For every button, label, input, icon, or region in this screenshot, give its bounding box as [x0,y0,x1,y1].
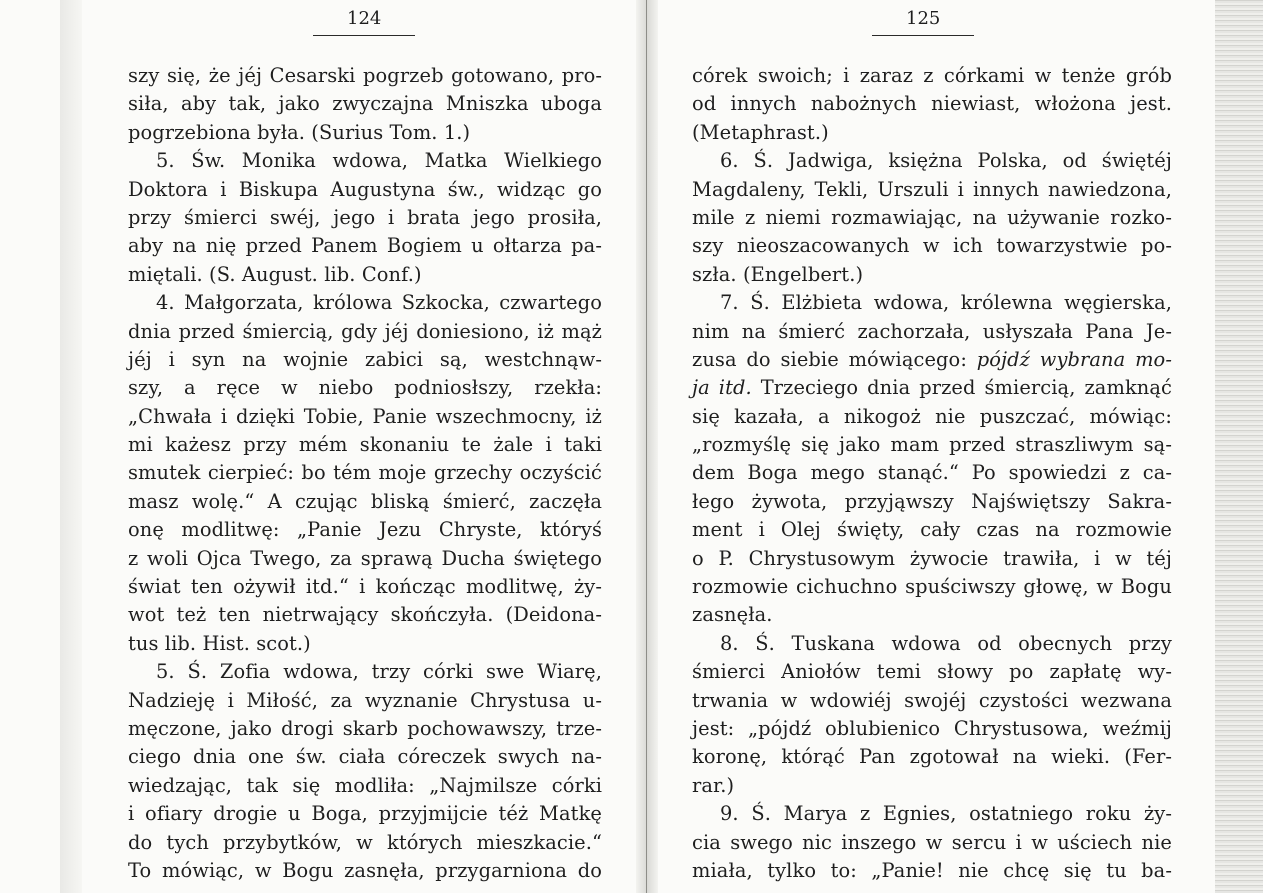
text-line [692,658,1172,686]
text-line: szy się, że jéj Cesarski pogrzeb gotowano, pro- [128,64,602,87]
text-run: 9. Ś. Marya z Egnies, ostatniego roku ży- [720,802,1172,826]
text-run: (Metaphrast.) [692,120,829,144]
text-run: o P. Chrystusowym żywocie trawiła, i w téj [692,546,1172,570]
text-run: miała, tylko to: „Panie! nie chcę się tu ba- [692,858,1172,882]
page-edge-scan-noise [1215,0,1263,893]
text-line: z woli Ojca Twego, za sprawą Ducha świętego [128,546,602,570]
text-line [692,204,1172,232]
text-line: świat ten ożywił itd.“ i kończąc modlitwę, ży- [128,575,602,599]
text-run: 7. Ś. Elżbieta wdowa, królewna węgierska, [720,291,1172,315]
text-line [692,232,1172,260]
text-line: 4. Małgorzata, królowa Szkocka, czwartego [156,291,602,315]
text-line [692,601,1172,629]
text-line: 5. Ś. Zofia wdowa, trzy córki swe Wiarę, [156,660,602,684]
page-number-left-text: 124 [313,6,415,36]
text-run: szy nieoszacowanych w ich towarzystwie po- [692,234,1172,258]
text-line [692,176,1172,204]
text-line: ciego dnia one św. ciała córeczek swych na- [128,745,602,769]
text-line: pogrzebiona była. (Surius Tom. 1.) [128,120,471,144]
text-line [692,90,1172,118]
text-line: miętali. (S. August. lib. Conf.) [128,262,422,286]
text-run: się kazała, a nikogoż nie puszczać, mówiąc: [692,404,1172,428]
text-run: cia swego nic inszego w sercu i w uściech nie [692,830,1172,854]
italic-text: pójdź wybrana mo- [976,347,1172,371]
text-run: Trzeciego dnia przed śmiercią, zamknąć [751,376,1172,400]
text-run: córek swoich; i zaraz z córkami w tenże grób [692,64,1172,87]
text-run: nim na śmierć zachorzała, usłyszała Pana Je- [692,319,1172,343]
text-run: 8. Ś. Tuskana wdowa od obecnych przy [720,631,1172,655]
text-run: łego żywota, przyjąwszy Najświętszy Sakra- [692,489,1172,513]
text-line [692,431,1172,459]
text-line: tus lib. Hist. scot.) [128,631,311,655]
text-line [692,715,1172,743]
left-page [128,6,602,885]
text-line: Doktora i Biskupa Augustyna św., widząc go [128,177,602,201]
text-run: rar.) [692,773,735,797]
text-line: Nadzieję i Miłość, za wyznanie Chrystusa u- [128,688,602,712]
text-line [692,687,1172,715]
text-line: onę modlitwę: „Panie Jezu Chryste, któryś [128,518,602,542]
text-run: mile z niemi rozmawiając, na używanie rozko- [692,205,1172,229]
text-run: koronę, którąć Pan zgotował na wieki. (Fer- [692,745,1172,769]
text-line [692,261,1172,289]
text-line [692,800,1172,828]
text-line [692,516,1172,544]
page-number-right [692,6,1172,42]
text-run: dem Boga mego stanąć.“ Po spowiedzi z ca- [692,461,1172,485]
text-run: Magdaleny, Tekli, Urszuli i innych nawiedzona, [692,177,1172,201]
text-line [692,743,1172,771]
text-line [692,857,1172,885]
text-run: rozmowie cichuchno spuściwszy głowę, w Bogu [692,575,1172,599]
text-line: szy, a ręce w niebo podniosłszy, rzekła: [128,376,602,400]
text-line: wiedzając, tak się modliła: „Najmilsze córki [128,773,602,797]
text-line: do tych przybytków, w których mieszkacie.“ [128,830,602,854]
text-line [692,62,1172,90]
text-line [692,403,1172,431]
text-run: jest: „pójdź oblubienico Chrystusowa, weźmij [692,716,1172,740]
text-line: mi każesz przy mém skonaniu te żale i taki [128,433,602,457]
text-run: „rozmyślę się jako mam przed straszliwym są- [692,433,1172,457]
text-line [692,630,1172,658]
text-line: jéj i syn na wojnie zabici są, westchnąw- [128,347,602,371]
book-gutter [636,0,658,893]
text-run: trwania w wdowiéj swojéj czystości wezwana [692,688,1172,712]
text-line: To mówiąc, w Bogu zasnęła, przygarniona do [128,858,602,882]
text-run: zasnęła. [692,603,773,627]
text-line: siła, aby tak, jako zwyczajna Mniszka uboga [128,92,602,116]
text-run: 6. Ś. Jadwiga, księżna Polska, od świętéj [720,149,1172,173]
text-line [692,573,1172,601]
text-line [692,829,1172,857]
text-line [692,374,1172,402]
text-line [692,459,1172,487]
text-run: ment i Olej święty, cały czas na rozmowie [692,518,1172,542]
text-line: przy śmierci swéj, jego i brata jego prosiła, [128,205,602,229]
text-line: męczone, jako drogi skarb pochowawszy, trze- [128,716,602,740]
text-run: szła. (Engelbert.) [692,262,864,286]
right-page [692,6,1172,885]
text-line: masz wolę.“ A czując bliską śmierć, zaczęła [128,489,602,513]
text-line: „Chwała i dzięki Tobie, Panie wszechmocny, iż [128,404,602,428]
italic-text: ja itd. [692,376,752,400]
text-line: aby na nię przed Panem Bogiem u ołtarza pa- [128,234,602,258]
text-run: śmierci Aniołów temi słowy po zapłatę wy- [692,660,1172,684]
page-number-right-text: 125 [872,6,974,36]
text-line: dnia przed śmiercią, gdy jéj doniesiono, iż mąż [128,319,602,343]
text-line: smutek cierpieć: bo tém moje grzechy oczyścić [128,461,602,485]
text-line [692,318,1172,346]
text-line [692,289,1172,317]
text-line [692,545,1172,573]
text-line [692,772,1172,800]
text-line: wot też ten nietrwający skończyła. (Deidona- [128,603,602,627]
left-page-text [128,62,602,885]
text-line [692,147,1172,175]
right-page-text [692,62,1172,885]
page-number-left [128,6,602,42]
text-line [692,346,1172,374]
left-margin-shadow [60,0,82,893]
text-run: od innych nabożnych niewiast, włożona jest. [692,92,1172,116]
text-run: zusa do siebie mówiącego: [692,347,977,371]
text-line: 5. Św. Monika wdowa, Matka Wielkiego [156,149,602,173]
text-line: i ofiary drogie u Boga, przyjmijcie téż Matkę [128,802,602,826]
text-line [692,119,1172,147]
text-line [692,488,1172,516]
